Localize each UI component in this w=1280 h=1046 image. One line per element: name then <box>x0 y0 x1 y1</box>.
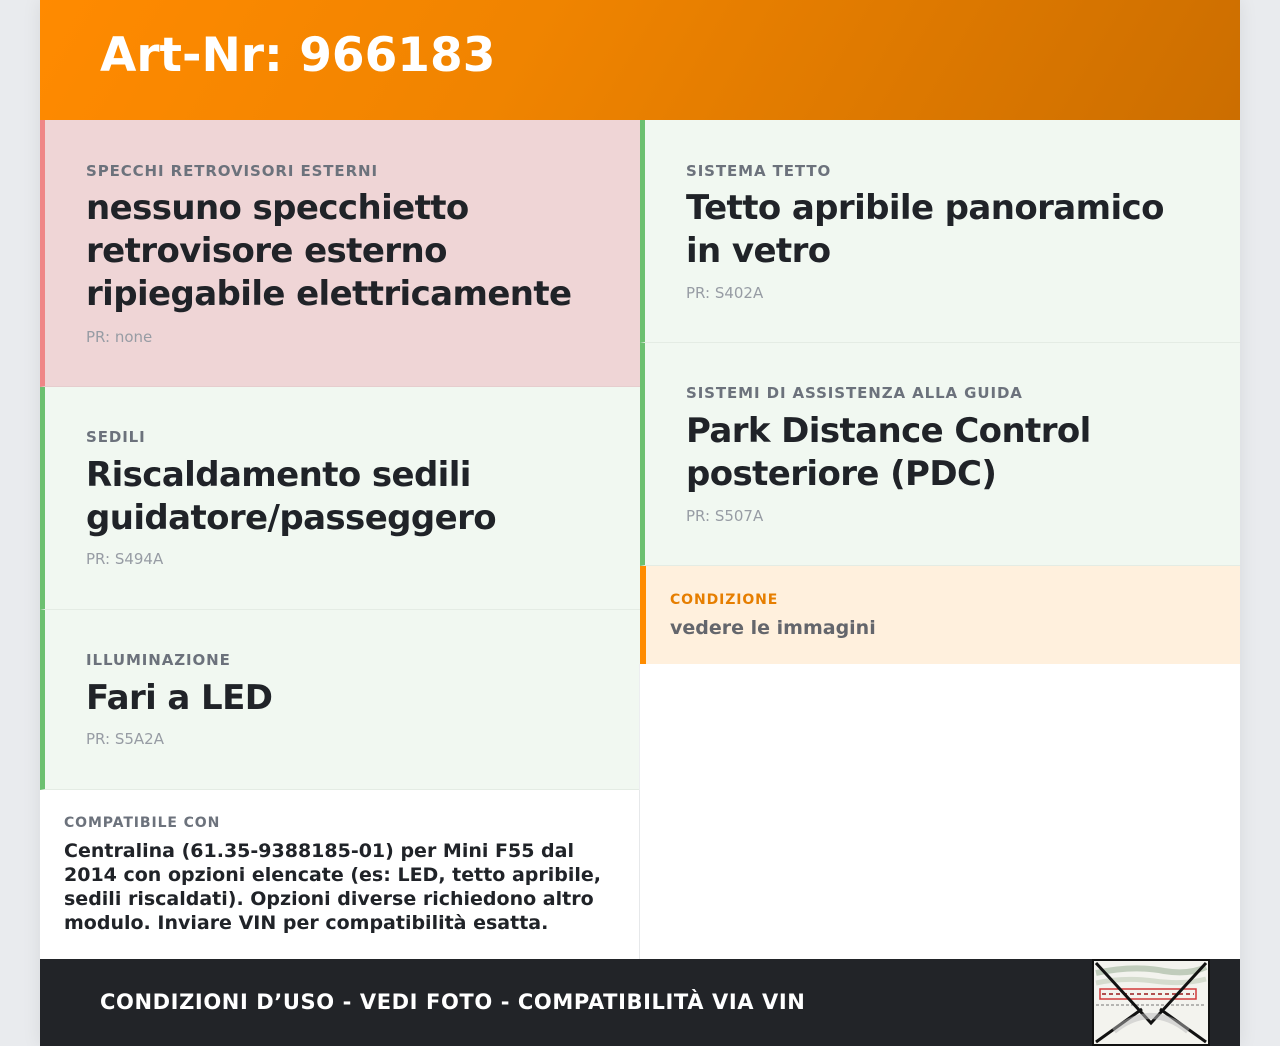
header-banner <box>40 0 1240 120</box>
footer-bar <box>40 959 1240 1046</box>
option-category: SPECCHI RETROVISORI ESTERNI <box>86 162 378 180</box>
option-card-lighting <box>40 610 640 790</box>
option-card-driver-assist <box>640 343 1240 566</box>
option-pr-code: PR: S507A <box>686 507 764 525</box>
footer-text: CONDIZIONI D’USO - VEDI FOTO - COMPATIBILITÀ VIA VIN <box>100 990 806 1014</box>
compat-text: Centralina (61.35-9388185-01) per Mini F55 dal 2014 con opzioni elencate (es: LED, tetto apribile, sedili riscaldati). Opzioni diverse richiedono altro modulo. Inviare VIN per compatibilità esatta. <box>64 840 601 934</box>
option-value: Fari a LED <box>86 678 273 718</box>
option-card-seats <box>40 387 640 610</box>
option-category: SEDILI <box>86 428 146 446</box>
option-value: nessuno specchietto retrovisore esterno ripiegabile elettricamente <box>86 188 572 314</box>
option-category: ILLUMINAZIONE <box>86 651 231 669</box>
option-pr-code: PR: S402A <box>686 284 764 302</box>
compat-label: COMPATIBILE CON <box>64 815 221 831</box>
option-card-mirrors <box>40 120 640 387</box>
condition-box <box>640 566 1240 664</box>
option-pr-code: PR: S5A2A <box>86 730 164 748</box>
option-card-roof <box>640 120 1240 343</box>
option-value: Riscaldamento sedili guidatore/passeggero <box>86 455 497 538</box>
spec-sheet <box>40 0 1240 1046</box>
envelope-photo-thumbnail[interactable] <box>1092 959 1210 1046</box>
condition-value: vedere le immagini <box>670 617 876 639</box>
option-value: Tetto apribile panoramico in vetro <box>686 188 1164 271</box>
option-category: SISTEMI DI ASSISTENZA ALLA GUIDA <box>686 384 1023 402</box>
envelope-icon <box>1094 961 1208 1044</box>
option-category: SISTEMA TETTO <box>686 162 832 180</box>
option-value: Park Distance Control posteriore (PDC) <box>686 411 1091 494</box>
option-pr-code: PR: S494A <box>86 550 164 568</box>
compatibility-box <box>40 790 640 959</box>
option-pr-code: PR: none <box>86 328 153 346</box>
condition-label: CONDIZIONE <box>670 592 779 608</box>
article-number-title: Art-Nr: 966183 <box>100 28 496 83</box>
